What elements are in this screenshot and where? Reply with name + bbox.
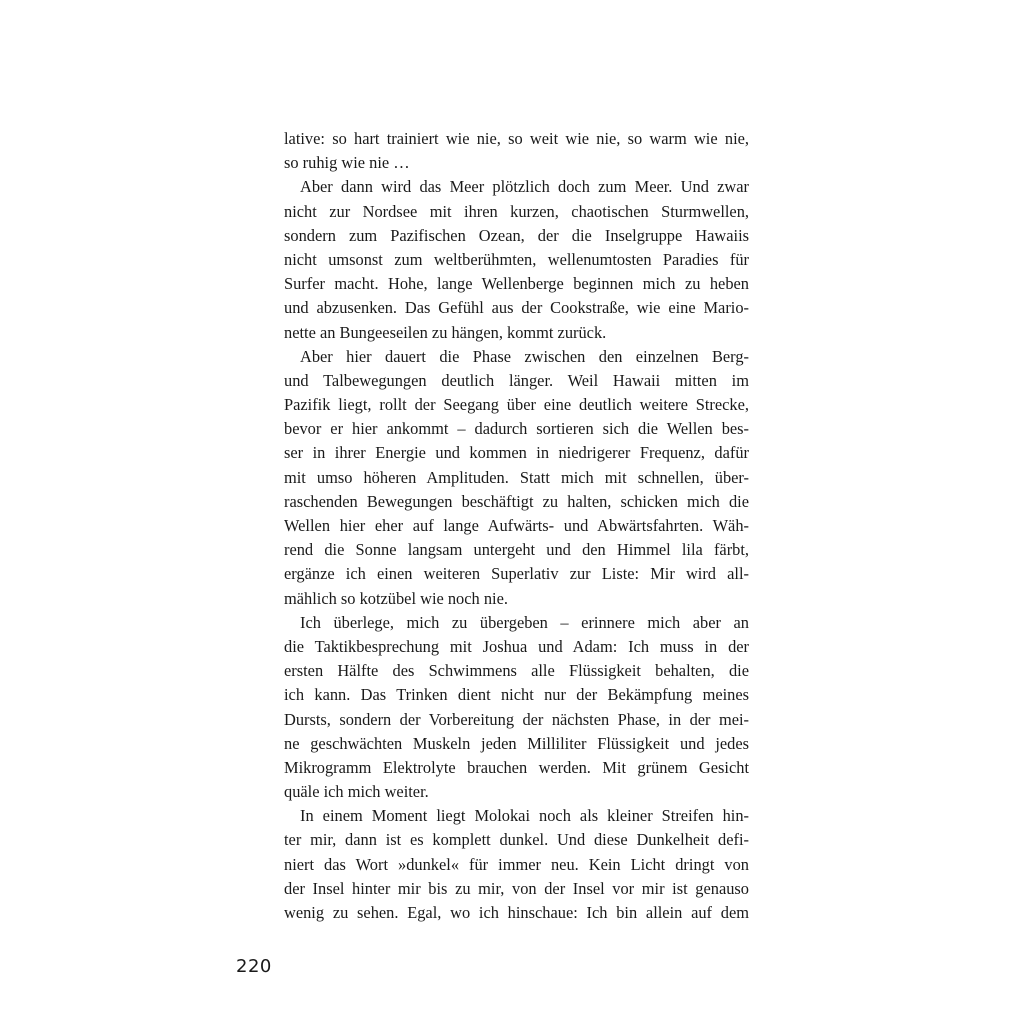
text-line: Wellen hier eher auf lange Aufwärts- und Abwärtsfahrten. Wäh- [284,516,749,535]
paragraph [284,127,749,175]
text-line: rend die Sonne langsam untergeht und den Himmel lila färbt, [284,540,749,560]
text-line: sondern zum Pazifischen Ozean, der die Inselgruppe Hawaiis [284,225,749,245]
text-line: ersten Hälfte des Schwimmens alle Flüssigkeit behalten, die [284,661,749,681]
paragraph [284,611,749,805]
paragraph [284,804,749,925]
text-line: wenig zu sehen. Egal, wo ich hinschaue: Ich bin allein auf dem [284,903,749,922]
text-line: Pazifik liegt, rollt der Seegang über eine deutlich weitere Strecke, [284,395,749,415]
text-line: ich kann. Das Trinken dient nicht nur der Bekämpfung meines [284,685,749,705]
text-line: Ich überlege, mich zu übergeben – erinnere mich aber an [300,612,749,632]
text-line: bevor er hier ankommt – dadurch sortieren sich die Wellen bes- [284,419,749,439]
text-line: der Insel hinter mir bis zu mir, von der Insel vor mir ist genauso [284,878,749,898]
text-line: Surfer macht. Hohe, lange Wellenberge beginnen mich zu heben [284,274,749,294]
text-line: ser in ihrer Energie und kommen in niedrigerer Frequenz, dafür [284,443,749,463]
text-line: nicht zur Nordsee mit ihren kurzen, chaotischen Sturmwellen, [284,201,749,221]
text-line: ergänze ich einen weiteren Superlativ zur Liste: Mir wird all- [284,564,749,584]
text-line: Mikrogramm Elektrolyte brauchen werden. Mit grünem Gesicht [284,757,749,777]
text-line: niert das Wort »dunkel« für immer neu. Kein Licht dringt von [284,854,749,874]
text-line: Dursts, sondern der Vorbereitung der nächsten Phase, in der mei- [284,709,749,729]
text-line: lative: so hart trainiert wie nie, so weit wie nie, so warm wie nie, [284,129,749,148]
page-number: 220 [236,956,272,977]
text-line: und abzusenken. Das Gefühl aus der Cookstraße, wie eine Mario- [284,298,749,318]
text-line: ne geschwächten Muskeln jeden Milliliter Flüssigkeit und jedes [284,733,749,753]
text-line: nette an Bungeeseilen zu hängen, kommt zurück. [284,322,607,342]
text-line: quäle ich mich weiter. [284,782,429,802]
text-line: so ruhig wie nie … [284,153,410,173]
paragraph [284,175,749,344]
text-line: Aber dann wird das Meer plötzlich doch zum Meer. Und zwar [300,177,749,197]
text-line: raschenden Bewegungen beschäftigt zu halten, schicken mich die [284,491,749,511]
text-line: Aber hier dauert die Phase zwischen den einzelnen Berg- [300,346,749,366]
text-line: mählich so kotzübel wie noch nie. [284,588,508,608]
text-line: In einem Moment liegt Molokai noch als kleiner Streifen hin- [300,806,749,826]
text-line: mit umso höheren Amplituden. Statt mich mit schnellen, über- [284,467,749,487]
text-line: die Taktikbesprechung mit Joshua und Adam: Ich muss in der [284,636,749,656]
body-text [284,127,749,925]
text-line: nicht umsonst zum weltberühmten, wellenumtosten Paradies für [284,249,749,269]
text-line: ter mir, dann ist es komplett dunkel. Und diese Dunkelheit defi- [284,830,749,850]
text-line: und Talbewegungen deutlich länger. Weil Hawaii mitten im [284,370,749,390]
paragraph [284,345,749,611]
